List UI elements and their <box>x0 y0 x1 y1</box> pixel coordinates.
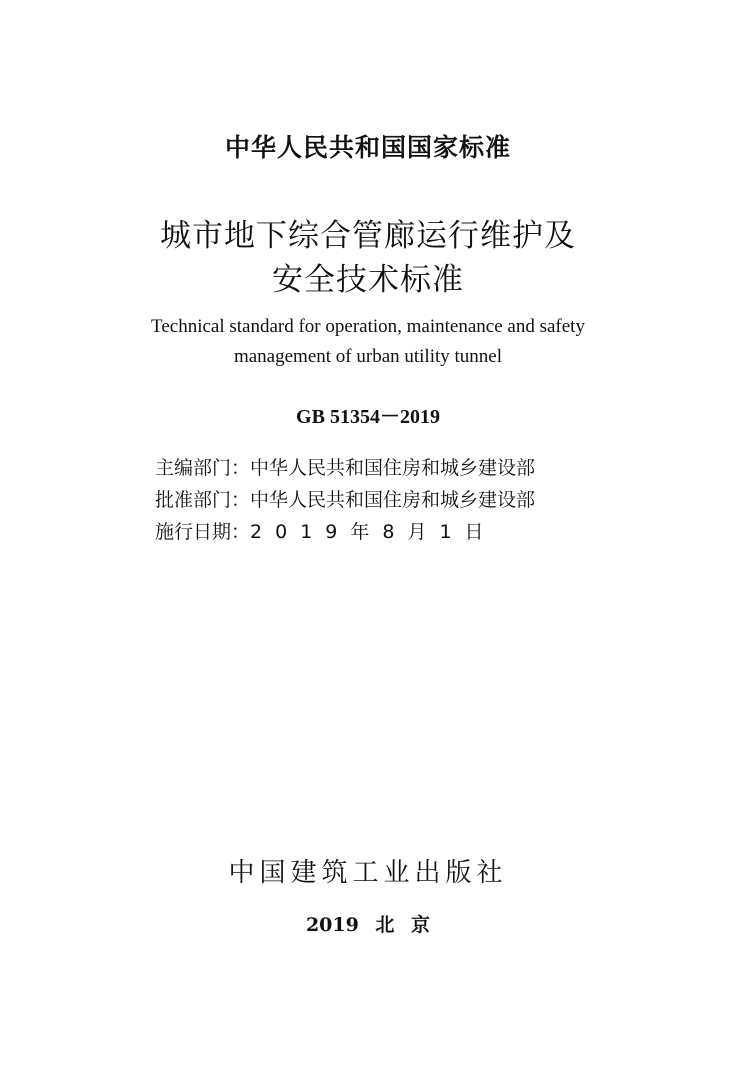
info-label: 批准部门： <box>155 489 251 511</box>
publication-year-place: 2019 北 京 <box>305 914 431 936</box>
info-value: 中华人民共和国住房和城乡建设部 <box>250 489 536 511</box>
standard-class-heading: 中华人民共和国国家标准 <box>224 133 511 162</box>
title-english-line-2: management of urban utility tunnel <box>233 346 503 367</box>
publisher-name: 中国建筑工业出版社 <box>228 858 508 888</box>
title-english-line-1: Technical standard for operation, maintenance and safety <box>151 316 585 337</box>
title-chinese-line-2: 安全技术标准 <box>272 262 464 298</box>
info-row-effective-date <box>155 516 535 548</box>
standard-number: GB 51354－2019 <box>296 406 440 428</box>
info-row-approval <box>155 484 535 516</box>
title-chinese-line-1: 城市地下综合管廊运行维护及 <box>160 218 576 254</box>
info-block <box>155 452 535 548</box>
info-label: 施行日期： <box>155 521 251 543</box>
info-value: 中华人民共和国住房和城乡建设部 <box>250 457 536 479</box>
info-row-chief-editor <box>155 452 535 484</box>
effective-date-value: 2019年8月1日 <box>250 521 497 543</box>
info-label: 主编部门： <box>155 457 251 479</box>
